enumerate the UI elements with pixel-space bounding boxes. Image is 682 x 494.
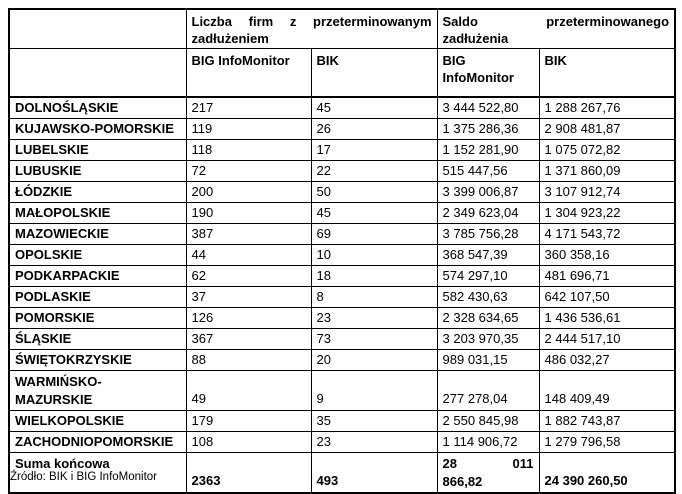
header-saldo-group-line1: Saldo przeterminowanego <box>442 14 670 29</box>
source-note: Źródło: BIK i BIG InfoMonitor <box>10 471 158 483</box>
cell-voivodeship: ŚLĄSKIE <box>9 328 186 349</box>
cell-bik-saldo: 1 436 536,61 <box>539 307 675 328</box>
cell-bik-count: 20 <box>311 349 437 370</box>
cell-big-count: 37 <box>186 286 311 307</box>
table-row <box>9 410 675 431</box>
header-count-group <box>186 9 437 49</box>
header-count-group-line2: zadłużeniem <box>191 31 269 46</box>
table-row <box>9 139 675 160</box>
cell-big-count: 217 <box>186 97 311 119</box>
cell-voivodeship: WIELKOPOLSKIE <box>9 410 186 431</box>
cell-big-saldo: 3 203 970,35 <box>437 328 539 349</box>
cell-bik-saldo: 486 032,27 <box>539 349 675 370</box>
cell-big-saldo: 574 297,10 <box>437 265 539 286</box>
cell-bik-saldo: 1 279 796,58 <box>539 431 675 452</box>
cell-big-count: 62 <box>186 265 311 286</box>
cell-bik-count: 10 <box>311 244 437 265</box>
cell-big-saldo: 277 278,04 <box>437 370 539 410</box>
cell-bik-count: 45 <box>311 202 437 223</box>
table-row <box>9 223 675 244</box>
subheader-bik-count: BIK <box>311 49 437 97</box>
subheader-big-saldo-line2: InfoMonitor <box>442 70 514 85</box>
cell-big-saldo: 2 328 634,65 <box>437 307 539 328</box>
cell-big-count: 126 <box>186 307 311 328</box>
table-row <box>9 370 675 410</box>
cell-bik-saldo: 360 358,16 <box>539 244 675 265</box>
cell-voivodeship-line: WARMIŃSKO- <box>15 373 102 389</box>
cell-bik-saldo: 3 107 912,74 <box>539 181 675 202</box>
table-row <box>9 286 675 307</box>
cell-big-saldo: 582 430,63 <box>437 286 539 307</box>
header-group-row <box>9 9 675 49</box>
cell-bik-saldo: 1 371 860,09 <box>539 160 675 181</box>
cell-big-count: 387 <box>186 223 311 244</box>
table-row <box>9 97 675 119</box>
cell-voivodeship: LUBUSKIE <box>9 160 186 181</box>
cell-bik-saldo: 1 304 923,22 <box>539 202 675 223</box>
cell-bik-count: 35 <box>311 410 437 431</box>
cell-big-count: 88 <box>186 349 311 370</box>
cell-big-count: 118 <box>186 139 311 160</box>
cell-voivodeship: PODLASKIE <box>9 286 186 307</box>
table-row <box>9 118 675 139</box>
cell-voivodeship: PODKARPACKIE <box>9 265 186 286</box>
cell-bik-saldo: 481 696,71 <box>539 265 675 286</box>
subheader-big-saldo-line1: BIG <box>442 53 466 68</box>
cell-bik-count: 69 <box>311 223 437 244</box>
cell-bik-saldo: 148 409,49 <box>539 370 675 410</box>
cell-big-saldo: 2 349 623,04 <box>437 202 539 223</box>
cell-bik-count: 45 <box>311 97 437 119</box>
cell-bik-saldo: 1 882 743,87 <box>539 410 675 431</box>
cell-big-saldo: 3 399 006,87 <box>437 181 539 202</box>
cell-bik-saldo: 4 171 543,72 <box>539 223 675 244</box>
totals-label: Suma końcowa <box>9 452 186 493</box>
cell-big-count: 44 <box>186 244 311 265</box>
cell-big-count: 190 <box>186 202 311 223</box>
corner-cell-top <box>9 9 186 49</box>
header-count-group-line1: Liczba firm z przeterminowanym <box>191 14 432 29</box>
header-sub-row <box>9 49 675 97</box>
cell-bik-count: 9 <box>311 370 437 410</box>
totals-bik-count: 493 <box>311 452 437 493</box>
totals-big-saldo <box>437 452 539 493</box>
cell-voivodeship: OPOLSKIE <box>9 244 186 265</box>
subheader-big-count: BIG InfoMonitor <box>186 49 311 97</box>
cell-voivodeship: ŁÓDZKIE <box>9 181 186 202</box>
cell-voivodeship: ZACHODNIOPOMORSKIE <box>9 431 186 452</box>
cell-big-saldo: 1 114 906,72 <box>437 431 539 452</box>
cell-big-saldo: 3 785 756,28 <box>437 223 539 244</box>
totals-big-saldo-line1: 28 011 <box>442 455 534 471</box>
totals-big-count: 2363 <box>186 452 311 493</box>
cell-bik-count: 23 <box>311 307 437 328</box>
cell-big-saldo: 1 375 286,36 <box>437 118 539 139</box>
cell-big-saldo: 1 152 281,90 <box>437 139 539 160</box>
cell-voivodeship: ŚWIĘTOKRZYSKIE <box>9 349 186 370</box>
table-row <box>9 244 675 265</box>
cell-bik-saldo: 642 107,50 <box>539 286 675 307</box>
cell-voivodeship: MAŁOPOLSKIE <box>9 202 186 223</box>
cell-bik-count: 18 <box>311 265 437 286</box>
table-row <box>9 265 675 286</box>
cell-voivodeship: LUBELSKIE <box>9 139 186 160</box>
cell-bik-count: 23 <box>311 431 437 452</box>
table-row <box>9 349 675 370</box>
table-row <box>9 202 675 223</box>
table-row <box>9 160 675 181</box>
cell-big-count: 72 <box>186 160 311 181</box>
header-saldo-group <box>437 9 675 49</box>
totals-big-saldo-line2: 866,82 <box>442 473 483 489</box>
cell-bik-count: 17 <box>311 139 437 160</box>
cell-big-saldo: 989 031,15 <box>437 349 539 370</box>
table-row <box>9 181 675 202</box>
cell-bik-count: 26 <box>311 118 437 139</box>
cell-big-saldo: 3 444 522,80 <box>437 97 539 119</box>
totals-bik-saldo: 24 390 260,50 <box>539 452 675 493</box>
overdue-debt-table <box>8 8 676 494</box>
cell-voivodeship-line: MAZURSKIE <box>15 391 93 407</box>
table-body <box>9 97 675 453</box>
cell-big-count: 108 <box>186 431 311 452</box>
cell-big-saldo: 368 547,39 <box>437 244 539 265</box>
table-header <box>9 9 675 97</box>
cell-bik-count: 22 <box>311 160 437 181</box>
cell-bik-count: 8 <box>311 286 437 307</box>
cell-big-count: 367 <box>186 328 311 349</box>
subheader-big-saldo <box>437 49 539 97</box>
cell-big-saldo: 2 550 845,98 <box>437 410 539 431</box>
cell-voivodeship: DOLNOŚLĄSKIE <box>9 97 186 119</box>
cell-bik-count: 50 <box>311 181 437 202</box>
table-row <box>9 328 675 349</box>
cell-voivodeship: MAZOWIECKIE <box>9 223 186 244</box>
cell-voivodeship: POMORSKIE <box>9 307 186 328</box>
cell-big-count: 200 <box>186 181 311 202</box>
table-row <box>9 307 675 328</box>
header-saldo-group-line2: zadłużenia <box>442 31 509 46</box>
cell-bik-count: 73 <box>311 328 437 349</box>
cell-big-count: 179 <box>186 410 311 431</box>
corner-cell-bottom <box>9 49 186 97</box>
cell-big-count: 49 <box>186 370 311 410</box>
cell-bik-saldo: 1 288 267,76 <box>539 97 675 119</box>
cell-bik-saldo: 1 075 072,82 <box>539 139 675 160</box>
cell-voivodeship <box>9 370 186 410</box>
cell-big-saldo: 515 447,56 <box>437 160 539 181</box>
cell-big-count: 119 <box>186 118 311 139</box>
subheader-bik-saldo: BIK <box>539 49 675 97</box>
cell-bik-saldo: 2 908 481,87 <box>539 118 675 139</box>
cell-voivodeship: KUJAWSKO-POMORSKIE <box>9 118 186 139</box>
cell-bik-saldo: 2 444 517,10 <box>539 328 675 349</box>
table-row <box>9 431 675 452</box>
